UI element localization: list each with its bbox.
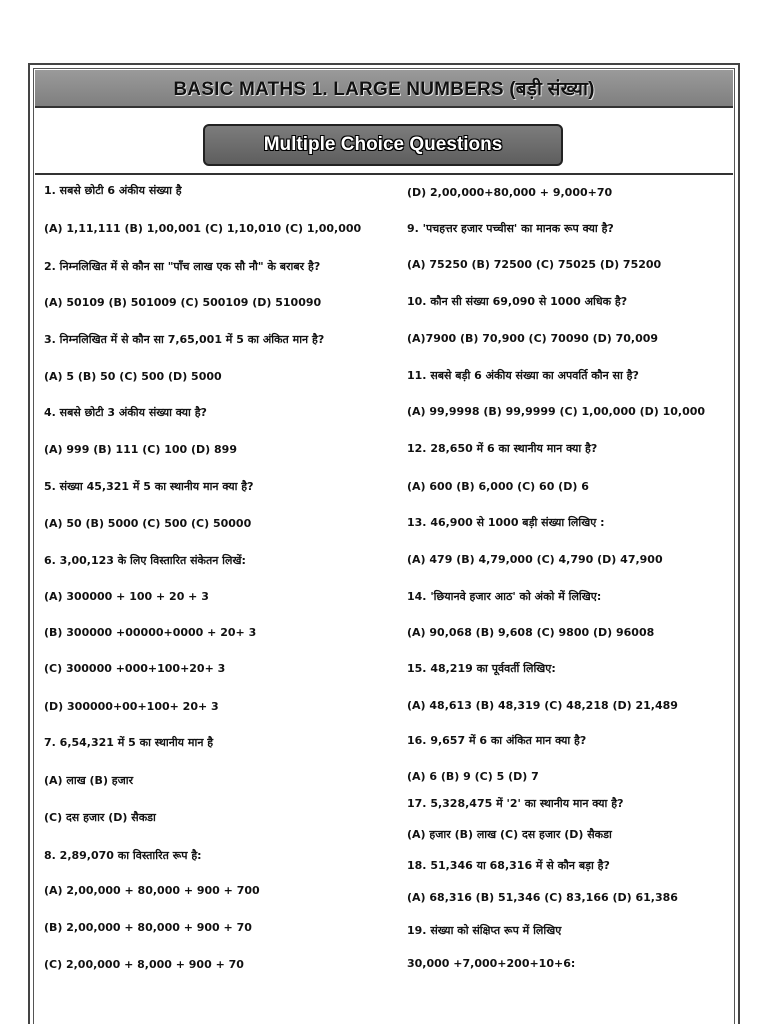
right-line-5: (A)7900 (B) 70,900 (C) 70090 (D) 70,009 [407,332,659,345]
left-line-12: (A) 300000 + 100 + 20 + 3 [44,590,209,603]
left-line-9: 5. संख्या 45,321 में 5 का स्थानीय मान क्या है? [44,480,254,493]
left-line-13: (B) 300000 +00000+0000 + 20+ 3 [44,626,257,639]
title-bar [35,70,733,108]
left-line-7: 4. सबसे छोटी 3 अंकीय संख्या क्या है? [44,406,207,419]
header-divider [35,173,733,175]
right-line-21: (A) 68,316 (B) 51,346 (C) 83,166 (D) 61,386 [407,891,678,904]
right-line-3: (A) 75250 (B) 72500 (C) 75025 (D) 75200 [407,258,662,271]
left-line-18: (C) दस हजार (D) सैकडा [44,811,156,824]
left-line-10: (A) 50 (B) 5000 (C) 500 (C) 50000 [44,517,252,530]
right-line-6: 11. सबसे बड़ी 6 अंकीय संख्या का अपवर्ति कौन सा है? [407,369,639,382]
left-line-22: (C) 2,00,000 + 8,000 + 900 + 70 [44,958,244,971]
right-line-8: 12. 28,650 में 6 का स्थानीय मान क्या है? [407,442,598,455]
left-line-15: (D) 300000+00+100+ 20+ 3 [44,700,219,713]
left-line-21: (B) 2,00,000 + 80,000 + 900 + 70 [44,921,252,934]
left-line-3: 2. निम्नलिखित में से कौन सा "पाँच लाख एक सौ नौ" के बराबर है? [44,260,321,273]
mcq-heading-box [203,124,563,166]
right-line-12: 14. 'छियानवे हजार आठ' को अंको में लिखिए: [407,590,602,603]
right-line-16: 16. 9,657 में 6 का अंकित मान क्या है? [407,734,587,747]
right-line-9: (A) 600 (B) 6,000 (C) 60 (D) 6 [407,480,589,493]
right-line-23: 30,000 +7,000+200+10+6: [407,957,576,970]
left-line-16: 7. 6,54,321 में 5 का स्थानीय मान है [44,736,214,749]
right-line-14: 15. 48,219 का पूर्ववर्ती लिखिए: [407,662,556,675]
page-frame-inner [33,68,735,1024]
left-line-1: 1. सबसे छोटी 6 अंकीय संख्या है [44,184,182,197]
left-line-8: (A) 999 (B) 111 (C) 100 (D) 899 [44,443,237,456]
right-line-17: (A) 6 (B) 9 (C) 5 (D) 7 [407,770,539,783]
right-line-2: 9. 'पचहत्तर हजार पच्चीस' का मानक रूप क्या है? [407,222,614,235]
right-line-11: (A) 479 (B) 4,79,000 (C) 4,790 (D) 47,900 [407,553,663,566]
left-line-19: 8. 2,89,070 का विस्तारित रूप है: [44,849,202,862]
right-line-1: (D) 2,00,000+80,000 + 9,000+70 [407,186,613,199]
right-line-10: 13. 46,900 से 1000 बड़ी संख्या लिखिए : [407,516,605,529]
right-line-13: (A) 90,068 (B) 9,608 (C) 9800 (D) 96008 [407,626,655,639]
page-title: BASIC MATHS 1. LARGE NUMBERS (बड़ी संख्या) [173,79,595,100]
right-line-19: (A) हजार (B) लाख (C) दस हजार (D) सैकडा [407,828,612,841]
left-line-5: 3. निम्नलिखित में से कौन सा 7,65,001 में 5 का अंकित मान है? [44,333,325,346]
left-line-20: (A) 2,00,000 + 80,000 + 900 + 700 [44,884,260,897]
left-line-17: (A) लाख (B) हजार [44,774,134,787]
right-line-22: 19. संख्या को संक्षिप्त रूप में लिखिए [407,924,562,937]
right-line-7: (A) 99,9998 (B) 99,9999 (C) 1,00,000 (D) 10,000 [407,405,706,418]
right-line-4: 10. कौन सी संख्या 69,090 से 1000 अधिक है? [407,295,628,308]
left-line-2: (A) 1,11,111 (B) 1,00,001 (C) 1,10,010 (C) 1,00,000 [44,222,362,235]
left-line-11: 6. 3,00,123 के लिए विस्तारित संकेतन लिखें: [44,554,246,567]
left-line-14: (C) 300000 +000+100+20+ 3 [44,662,226,675]
right-line-18: 17. 5,328,475 में '2' का स्थानीय मान क्या है? [407,797,624,810]
right-line-20: 18. 51,346 या 68,316 में से कौन बड़ा है? [407,859,610,872]
right-line-15: (A) 48,613 (B) 48,319 (C) 48,218 (D) 21,489 [407,699,678,712]
left-line-6: (A) 5 (B) 50 (C) 500 (D) 5000 [44,370,222,383]
mcq-heading: Multiple Choice Questions [263,134,503,155]
left-line-4: (A) 50109 (B) 501009 (C) 500109 (D) 510090 [44,296,322,309]
